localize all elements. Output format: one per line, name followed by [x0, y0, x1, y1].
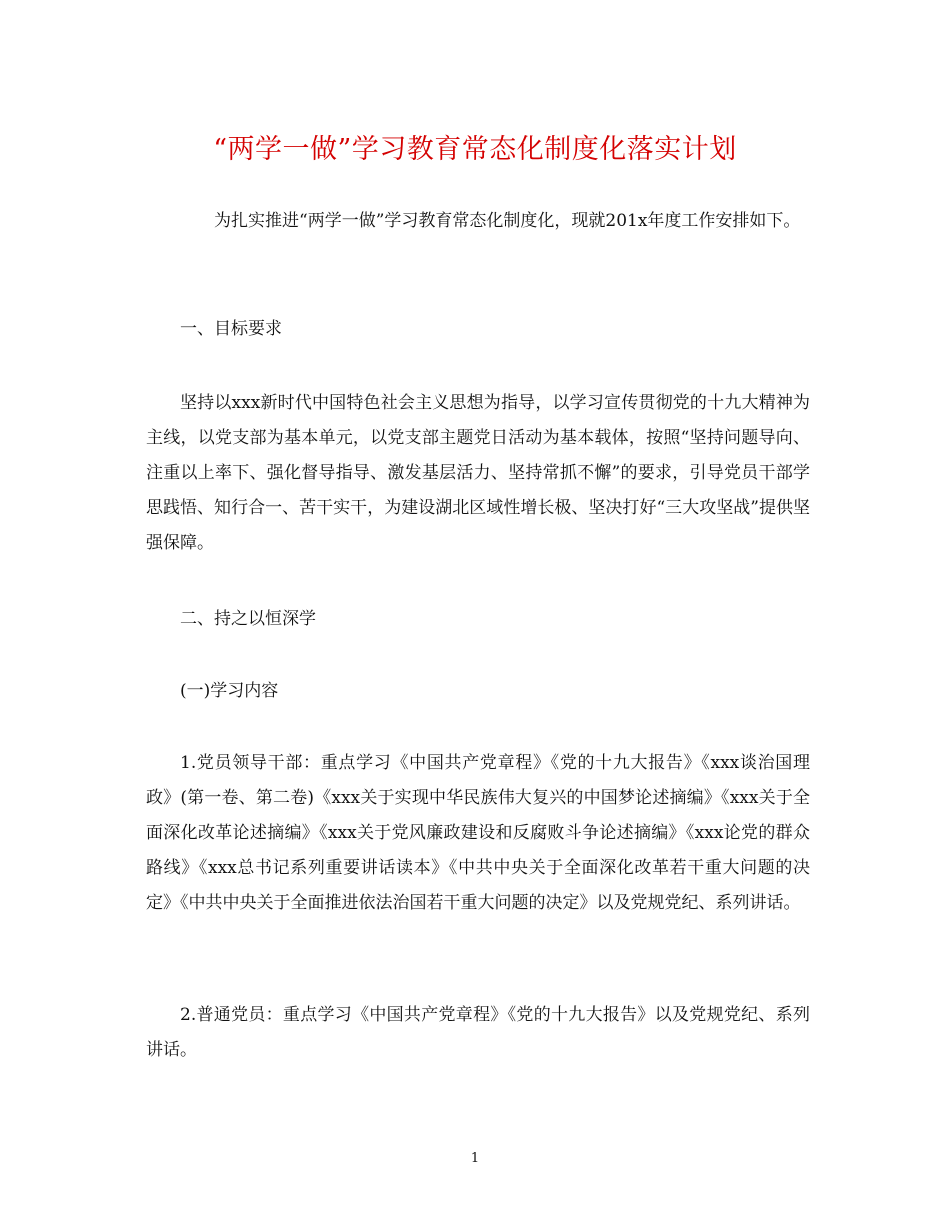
section-heading-goals: 一、目标要求	[180, 319, 282, 339]
list-item-members: 2.普通党员：重点学习《中国共产党章程》《党的十九大报告》以及党规党纪、系列讲话。	[146, 1005, 810, 1060]
subsection-heading-content: (一)学习内容	[180, 681, 279, 701]
intro-paragraph: 为扎实推进“两学一做”学习教育常态化制度化，现就201x年度工作安排如下。	[214, 211, 801, 231]
page-number: 1	[470, 1151, 480, 1166]
list-item-leaders: 1.党员领导干部：重点学习《中国共产党章程》《党的十九大报告》《xxx谈治国理政》(第一卷、第二卷)《xxx关于实现中华民族伟大复兴的中国梦论述摘编》《xxx关于全面深化改革论述摘编》《xxx关于党风廉政建设和反腐败斗争论述摘编》《xxx论党的群众路线》《xxx总书记系列重要讲话读本》《中共中央关于全面深化改革若干重大问题的决定》《中共中央关于全面推进依法治国若干重大问题的决定》以及党规党纪、系列讲话。	[146, 753, 810, 913]
section-heading-study: 二、持之以恒深学	[180, 609, 316, 629]
document-title: “两学一做”学习教育常态化制度化落实计划	[213, 134, 737, 165]
section-body-goals: 坚持以xxx新时代中国特色社会主义思想为指导，以学习宣传贯彻党的十九大精神为主线，以党支部为基本单元，以党支部主题党日活动为基本载体，按照“坚持问题导向、注重以上率下、强化督导指导、激发基层活力、坚持常抓不懈”的要求，引导党员干部学思践悟、知行合一、苦干实干，为建设湖北区域性增长极、坚决打好“三大攻坚战”提供坚强保障。	[146, 393, 810, 553]
